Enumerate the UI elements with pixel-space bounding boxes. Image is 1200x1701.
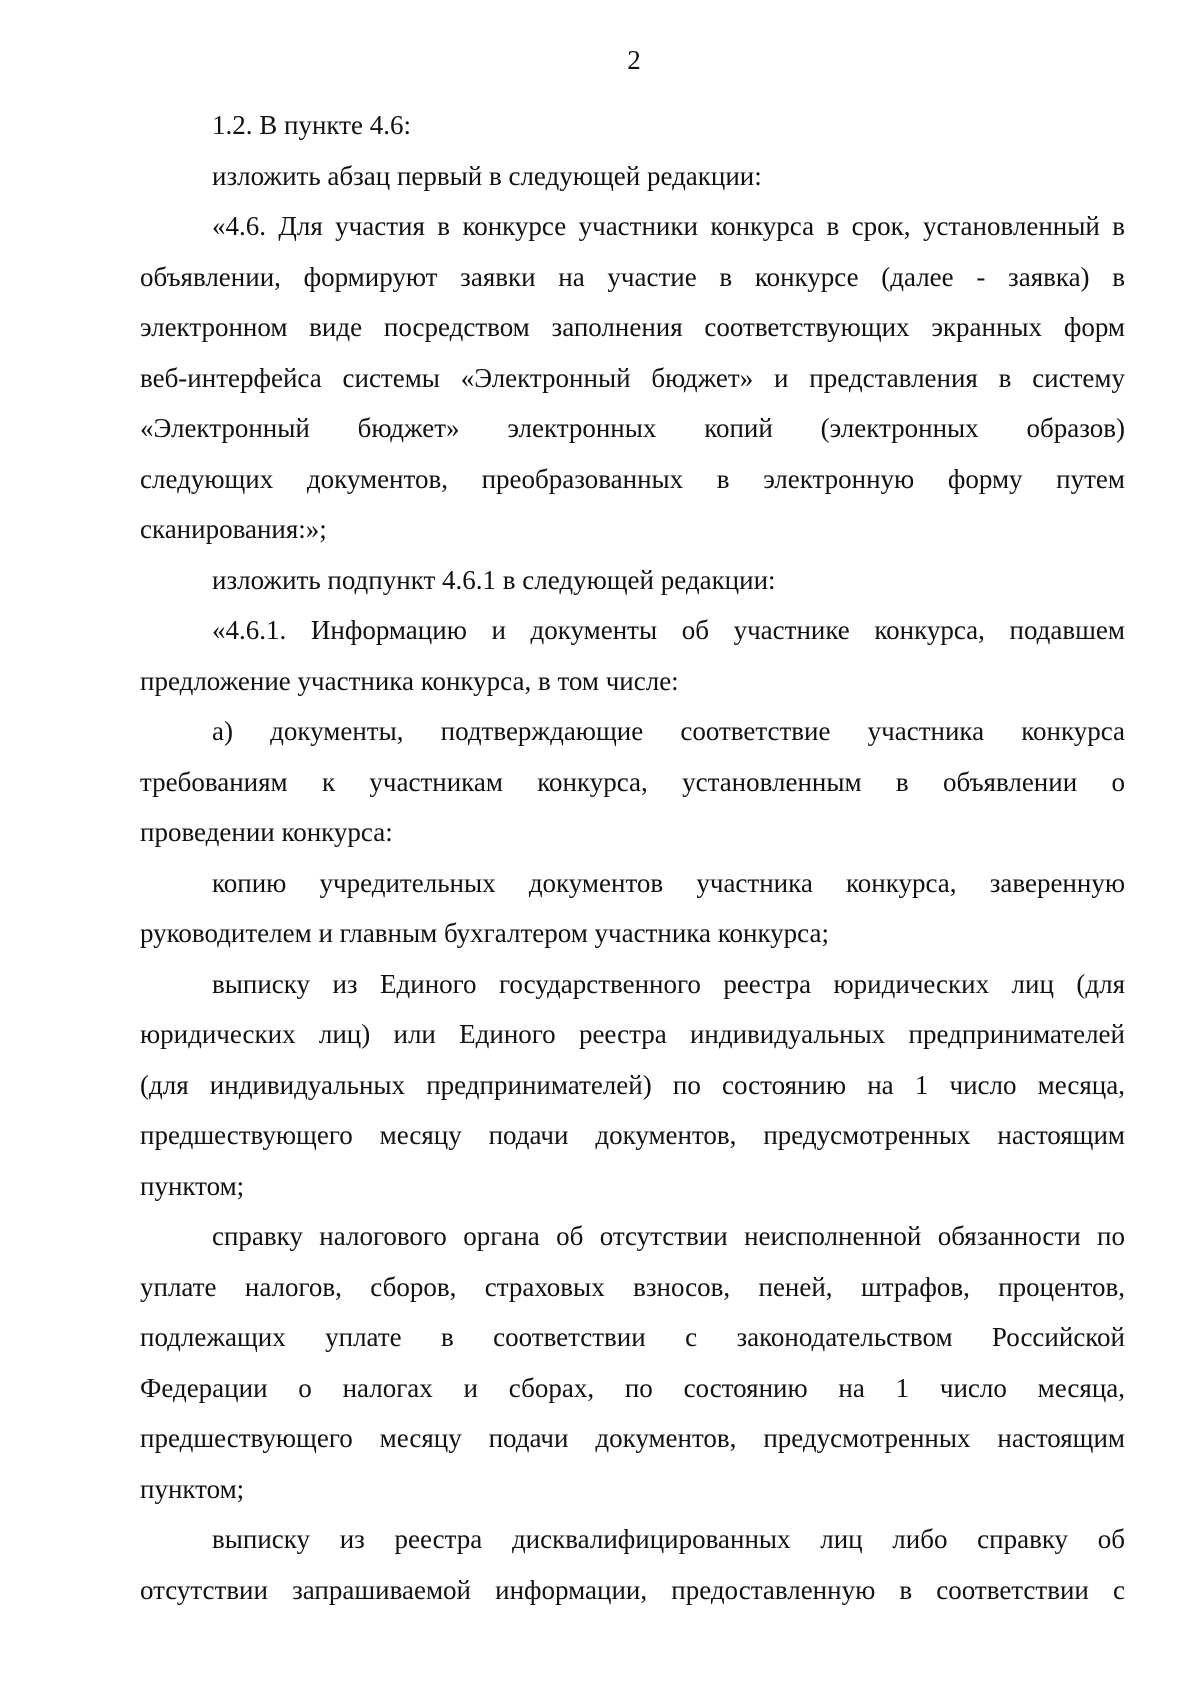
- paragraph-p1: [140, 100, 1125, 151]
- text-line: изложить абзац первый в следующей редакции:: [212, 160, 762, 191]
- text-line: электронном виде посредством заполнения соответствующих экранных форм: [140, 312, 1125, 342]
- document-body: [140, 100, 1125, 1615]
- text-line: предложение участника конкурса, в том числе:: [140, 665, 679, 696]
- paragraph-p9: [140, 1211, 1125, 1514]
- text-line: руководителем и главным бухгалтером участника конкурса;: [140, 918, 829, 948]
- text-line: веб-интерфейса системы «Электронный бюджет» и представления в систему: [140, 362, 1125, 393]
- text-line: следующих документов, преобразованных в электронную форму путем: [140, 463, 1125, 494]
- text-line: «Электронный бюджет» электронных копий (электронных образов): [140, 413, 1125, 443]
- paragraph-p4: [140, 555, 1125, 606]
- text-line: копию учредительных документов участника конкурса, заверенную: [212, 867, 1125, 898]
- text-line: предшествующего месяцу подачи документов, предусмотренных настоящим: [140, 1120, 1125, 1150]
- text-line: объявлении, формируют заявки на участие в конкурсе (далее - заявка) в: [140, 261, 1125, 292]
- text-line: подлежащих уплате в соответствии с законодательством Российской: [140, 1322, 1125, 1352]
- paragraph-p2: [140, 151, 1125, 202]
- paragraph-p10: [140, 1514, 1125, 1615]
- text-line: требованиям к участникам конкурса, установленным в объявлении о: [140, 766, 1125, 797]
- text-line: «4.6.1. Информацию и документы об участнике конкурса, подавшем: [212, 615, 1125, 645]
- text-line: (для индивидуальных предпринимателей) по состоянию на 1 число месяца,: [140, 1069, 1125, 1100]
- text-line: юридических лиц) или Единого реестра индивидуальных предпринимателей: [140, 1019, 1125, 1049]
- paragraph-p6: [140, 706, 1125, 858]
- text-line: уплате налогов, сборов, страховых взносов, пеней, штрафов, процентов,: [140, 1271, 1125, 1302]
- text-line: справку налогового органа об отсутствии неисполненной обязанности по: [212, 1221, 1125, 1251]
- text-line: выписку из Единого государственного реестра юридических лиц (для: [212, 968, 1125, 999]
- text-line: отсутствии запрашиваемой информации, предоставленную в соответствии с: [140, 1574, 1125, 1605]
- text-line: предшествующего месяцу подачи документов, предусмотренных настоящим: [140, 1423, 1125, 1453]
- text-line: изложить подпункт 4.6.1 в следующей редакции:: [212, 564, 776, 595]
- text-line: сканирования:»;: [140, 514, 327, 544]
- paragraph-p8: [140, 959, 1125, 1212]
- page-number: 2: [627, 45, 641, 75]
- paragraph-p7: [140, 858, 1125, 959]
- text-line: 1.2. В пункте 4.6:: [212, 110, 411, 140]
- paragraph-p3: [140, 201, 1125, 555]
- text-line: «4.6. Для участия в конкурсе участники конкурса в срок, установленный в: [212, 211, 1125, 241]
- text-line: выписку из реестра дисквалифицированных лиц либо справку об: [212, 1524, 1125, 1554]
- text-line: проведении конкурса:: [140, 817, 393, 847]
- paragraph-p5: [140, 605, 1125, 706]
- text-line: Федерации о налогах и сборах, по состоянию на 1 число месяца,: [140, 1372, 1125, 1403]
- text-line: пунктом;: [140, 1170, 245, 1201]
- text-line: пунктом;: [140, 1473, 245, 1504]
- text-line: а) документы, подтверждающие соответствие участника конкурса: [212, 716, 1125, 746]
